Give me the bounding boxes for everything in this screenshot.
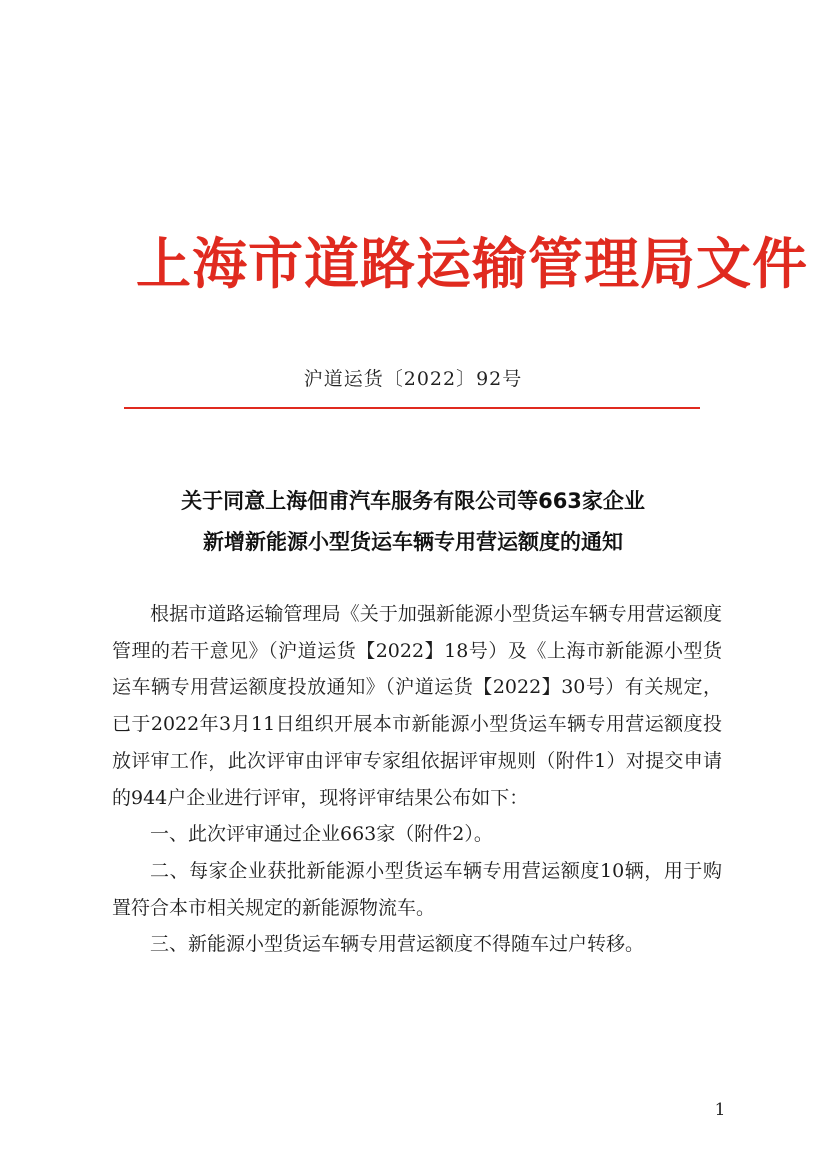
item-2-paragraph: 二、每家企业获批新能源小型货运车辆专用营运额度10辆，用于购置符合本市相关规定的新能源物流车。 xyxy=(112,859,722,919)
item-3-paragraph: 三、新能源小型货运车辆专用营运额度不得随车过户转移。 xyxy=(150,933,645,956)
item-1-paragraph: 一、此次评审通过企业663家（附件2）。 xyxy=(150,823,493,846)
notice-title-line-1: 关于同意上海佃甫汽车服务有限公司等663家企业 xyxy=(181,489,645,513)
page-number: 1 xyxy=(714,1100,726,1120)
document-masthead: 上海市道路运输管理局文件 xyxy=(136,231,809,296)
intro-paragraph: 根据市道路运输管理局《关于加强新能源小型货运车辆专用营运额度管理的若干意见》（沪道运货【2022】18号）及《上海市新能源小型货运车辆专用营运额度投放通知》（沪道运货【2022】30号）有关规定，已于2022年3月11日组织开展本市新能源小型货运车辆专用营运额度投放评审工作，此次评审由评审专家组依据评审规则（附件1）对提交申请的944户企业进行评审，现将评审结果公布如下： xyxy=(112,603,722,809)
red-divider-line xyxy=(124,407,700,409)
document-number: 沪道运货〔2022〕92号 xyxy=(303,368,523,390)
notice-title-line-2: 新增新能源小型货运车辆专用营运额度的通知 xyxy=(203,530,623,554)
notice-body xyxy=(112,596,722,963)
